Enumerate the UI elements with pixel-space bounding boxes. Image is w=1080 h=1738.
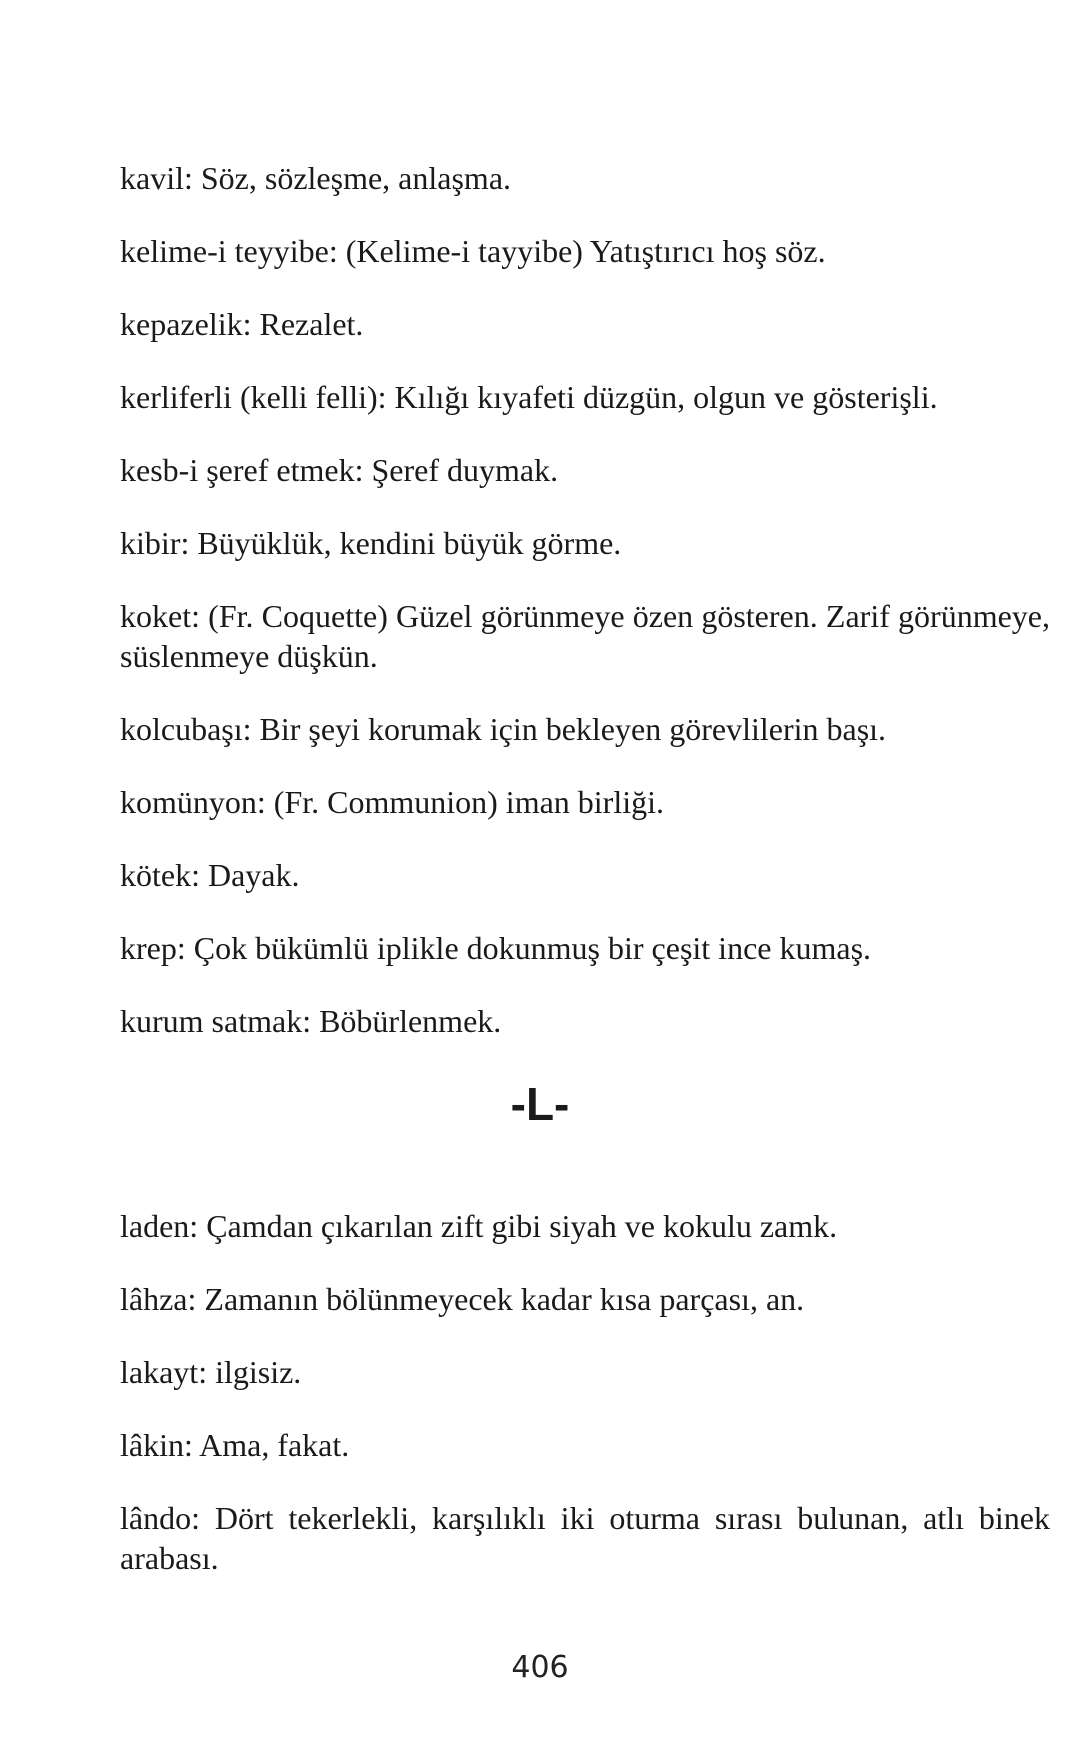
glossary-entry-lakayt: lakayt: ilgisiz. <box>120 1354 302 1390</box>
glossary-entry-lando: lândo: Dört tekerlekli, karşılıklı iki oturma sırası bulunan, atlı binek arabası. <box>120 1500 1050 1576</box>
glossary-entry-komunyon: komünyon: (Fr. Communion) iman birliği. <box>120 784 664 820</box>
glossary-entry-kepazelik: kepazelik: Rezalet. <box>120 306 364 342</box>
glossary-entry-lahza: lâhza: Zamanın bölünmeyecek kadar kısa parçası, an. <box>120 1281 805 1317</box>
glossary-entry-kolcubasi: kolcubaşı: Bir şeyi korumak için bekleyen görevlilerin başı. <box>120 711 887 747</box>
glossary-entry-lakin: lâkin: Ama, fakat. <box>120 1427 350 1463</box>
glossary-entry-krep: krep: Çok bükümlü iplikle dokunmuş bir çeşit ince kumaş. <box>120 930 872 966</box>
glossary-entry-kotek: kötek: Dayak. <box>120 857 300 893</box>
glossary-entry-laden: laden: Çamdan çıkarılan zift gibi siyah ve kokulu zamk. <box>120 1208 838 1244</box>
glossary-entry-kurum-satmak: kurum satmak: Böbürlenmek. <box>120 1003 502 1039</box>
glossary-entry-kavil: kavil: Söz, sözleşme, anlaşma. <box>120 160 512 196</box>
glossary-entry-kerliferli: kerliferli (kelli felli): Kılığı kıyafeti düzgün, olgun ve gösterişli. <box>120 379 938 415</box>
glossary-entry-kesb-i-seref: kesb-i şeref etmek: Şeref duymak. <box>120 452 559 488</box>
glossary-entry-kelime-i-teyyibe: kelime-i teyyibe: (Kelime-i tayyibe) Yatıştırıcı hoş söz. <box>120 233 826 269</box>
section-heading-l: -L- <box>510 1078 570 1130</box>
glossary-entry-koket: koket: (Fr. Coquette) Güzel görünmeye özen gösteren. Zarif görünmeye, süslenmeye düşkün. <box>120 598 1050 674</box>
glossary-entry-kibir: kibir: Büyüklük, kendini büyük görme. <box>120 525 622 561</box>
page-number: 406 <box>511 1650 569 1685</box>
